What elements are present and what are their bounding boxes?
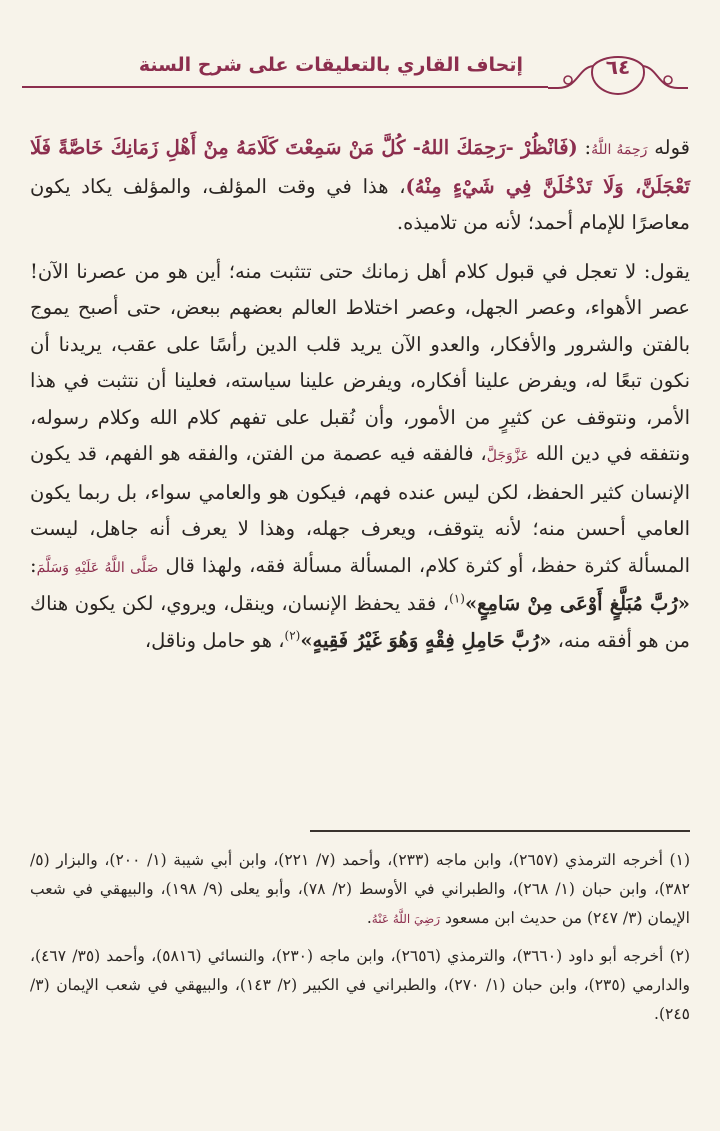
text-run: ، هو حامل وناقل، — [144, 628, 285, 652]
main-text — [30, 130, 690, 671]
footnote-separator — [310, 830, 690, 832]
footnote-text: (١) أخرجه الترمذي (٢٦٥٧)، وابن ماجه (٢٣٣)، وأحمد (٧/ ٢٢١)، وابن أبي شيبة (١/ ٢٠٠)، والبزار (٥/ ٣٨٢)، وابن حبان (١/ ٢٦٨)، والطبراني في الأوسط (٢/ ٧٨)، وأبو يعلى (٩/ ١٩٨)، والبيهقي في شعب الإيمان (٣/ ٢٤٧) من حديث ابن مسعود — [30, 851, 690, 927]
running-title: إتحاف القاري بالتعليقات على شرح السنة — [138, 54, 523, 76]
honorific: عَزَّوَجَلَّ — [486, 448, 529, 464]
footnote-ref-2[interactable]: (٢) — [284, 628, 301, 642]
text-run: يقول: لا تعجل في قبول كلام أهل زمانك حتى تتثبت منه؛ أين هو من عصرنا الآن! عصر الأهواء، وعصر الجهل، وعصر اختلاط العالم بعضهم ببعض، حتى أصبح يموج بالفتن والشرور والأفكار، والعدو الآن يريد قلب الدين رأسًا على عقب، يريدنا أن نكون تبعًا له، ويفرض علينا أفكاره، ويفرض علينا سياسته، فعلينا أن نتثبت في هذا الأمر، ونتوقف عن كثيرٍ من الأمور، وأن نُقبل على تفهم كلام الله وكلام رسوله، ونتفقه في دين الله — [30, 259, 690, 465]
header-rule — [22, 86, 548, 88]
paragraph-1 — [30, 130, 690, 242]
text-run: قوله — [647, 136, 690, 159]
page-number: ٦٤ — [605, 55, 631, 79]
footnote-2 — [30, 942, 690, 1029]
paragraph-2 — [30, 254, 690, 660]
honorific: صَلَّى اللَّهُ عَلَيْهِ وَسَلَّمَ — [36, 559, 159, 576]
quoted-text: (فَانْظُرْ -رَحِمَكَ اللهُ- كُلَّ مَنْ سَمِعْتَ كَلَامَهُ مِنْ أَهْلِ زَمَانِكَ خَاصَّةً فَلَا تَعْجَلَنَّ، وَلَا تَدْخُلَنَّ فِي شَيْءٍ مِنْهُ) — [30, 136, 690, 198]
text-run: : — [577, 136, 592, 159]
hadith-quote: «رُبَّ حَامِلِ فِقْهٍ وَهُوَ غَيْرُ فَقِيهٍ» — [300, 628, 552, 652]
text-run: ، فالفقه فيه عصمة من الفتن، والفقه هو الفهم، قد يكون الإنسان كثير الحفظ، لكن ليس عنده فهم، فيكون هو والعامي سواء، بل ربما يكون العامي أحسن منه؛ لأنه يتوقف، ويعرف جهله، وهذا لا يعرف أنه جاهل، ليست المسألة كثرة حفظ، أو كثرة كلام، المسألة مسألة فقه، ولهذا قال — [30, 442, 690, 577]
footnotes — [30, 846, 690, 1037]
footnote-text: (٢) أخرجه أبو داود (٣٦٦٠)، والترمذي (٢٦٥٦)، وابن ماجه (٢٣٠)، والنسائي (٥٨١٦)، وأحمد (٣٥/ ٤٦٧)، والدارمي (٢٣٥)، وابن حبان (١/ ٢٧٠)، والطبراني في الكبير (٢/ ١٤٣)، والبيهقي في شعب الإيمان (٣/ ٢٤٥). — [30, 947, 691, 1023]
footnote-ref-1[interactable]: (١) — [449, 591, 465, 606]
footnote-1 — [30, 846, 690, 934]
text-run: . — [366, 909, 372, 927]
text-run: ، هذا في وقت المؤلف، والمؤلف يكاد يكون معاصرًا للإمام أحمد؛ لأنه من تلاميذه. — [30, 174, 690, 234]
text-run: : — [30, 553, 37, 577]
honorific: رَضِيَ اللَّهُ عَنْهُ — [371, 912, 441, 926]
page-header — [22, 48, 698, 102]
hadith-quote: «رُبَّ مُبَلَّغٍ أَوْعَى مِنْ سَامِعٍ» — [464, 592, 690, 615]
text-run: ، فقد يحفظ الإنسان، وينقل، ويروي، لكن يكون هناك من هو أفقه منه، — [30, 592, 690, 652]
honorific: رَحِمَهُ اللَّهُ — [591, 142, 648, 158]
